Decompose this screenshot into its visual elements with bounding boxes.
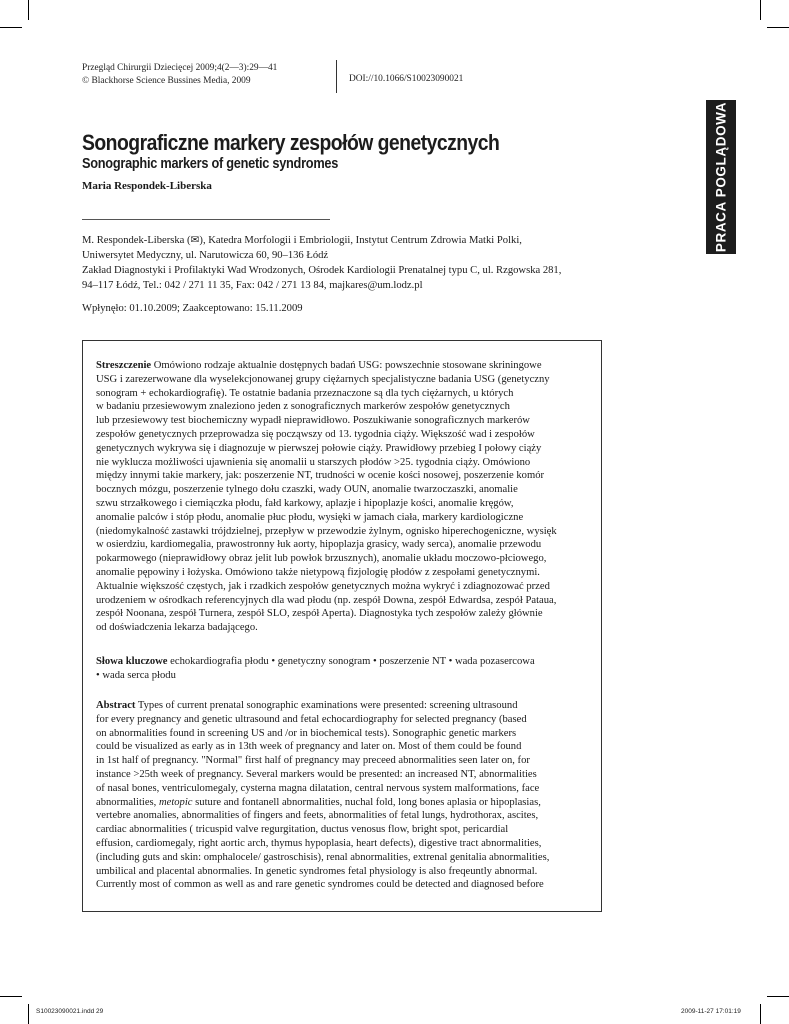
crop-mark bbox=[760, 0, 761, 20]
file-slug: S10023090021.indd 29 bbox=[36, 1008, 104, 1015]
crop-mark bbox=[767, 996, 789, 997]
keywords-label: Słowa kluczowe bbox=[96, 656, 168, 667]
abstract-pl-line: zespół Noonana, zespół Turnera, zespół SLO, zespół Aperta). Diagnostyka tych zespołów zależy głównie bbox=[96, 608, 543, 620]
affiliation bbox=[82, 233, 561, 293]
journal-line-2: © Blackhorse Science Bussines Media, 2009 bbox=[82, 75, 251, 86]
article-type-tab bbox=[706, 100, 736, 254]
abstract-en-line: (including guts and skin: omphalocele/ gastroschisis), renal abnormalities, extrenal genitalia abnormalities, bbox=[96, 851, 550, 863]
crop-mark bbox=[0, 996, 22, 997]
italic-term: metopic bbox=[158, 796, 193, 808]
abstract-en-line: Currently most of common as well as and rare genetic syndromes could be detected and diagnosed before bbox=[96, 879, 544, 891]
abstract-pl-label: Streszczenie bbox=[96, 360, 152, 371]
journal-line-1: Przegląd Chirurgii Dziecięcej 2009;4(2—3):29—41 bbox=[82, 63, 278, 73]
abstract-pl-line: lub przesiewowy test biochemiczny wypadł nieprawidłowo. Poszukiwanie sonograficznych markerów bbox=[96, 415, 530, 427]
abstract-en-line: cardiac abnormalities ( tricuspid valve regurgitation, ductus venosus flow, bright spot, pericardial bbox=[96, 824, 509, 836]
abstract-en-line: instance >25th week of pregnancy. Several markers would be presented: an increased NT, abnormalities bbox=[96, 769, 537, 780]
abstract-en-line: abnormalities, metopic suture and fontanell abnormalities, nuchal fold, long bones aplasia or hipoplasias, bbox=[96, 796, 541, 808]
abstract-pl-line: USG i zarezerwowane dla wyselekcjonowanej grupy ciężarnych specjalistyczne badania USG (genetyczny bbox=[96, 373, 550, 385]
abstract-pl-line: w osierdziu, kardiomegalia, prawostronny łuk aorty, hipoplazja grasicy, wady serca), anomalie przewodu bbox=[96, 539, 542, 551]
abstract-pl-line: nie wyklucza możliwości ujawnienia się anomalii u starszych płodów >25. tygodnia ciąży. Omówiono bbox=[96, 456, 531, 468]
abstract-en-line: of nasal bones, ventriculomegaly, cysterna magna dilatation, central nervous system malformations, face bbox=[96, 782, 540, 794]
abstract-en-line: for every pregnancy and genetic ultrasound and fetal echocardiography for selected pregnancy (based bbox=[96, 713, 527, 725]
crop-mark bbox=[767, 27, 789, 28]
affiliation-line: M. Respondek-Liberska (✉), Katedra Morfologii i Embriologii, Instytut Centrum Zdrowia Matki Polki, bbox=[82, 235, 522, 246]
received-dates: Wpłynęło: 01.10.2009; Zaakceptowano: 15.11.2009 bbox=[82, 303, 303, 314]
abstract-en-line: Abstract Types of current prenatal sonographic examinations were presented: screening ultrasound bbox=[96, 700, 518, 711]
abstract-pl-line: urodzeniem w ośrodkach referencyjnych dla wad płodu (np. zespół Downa, zespół Edwardsa, zespół Pataua, bbox=[96, 594, 557, 606]
abstract-en-line: could be visualized as early as in 13th week of pregnancy and later on. Most of them could be found bbox=[96, 741, 522, 753]
abstract-en-label: Abstract bbox=[96, 700, 136, 711]
abstract-en-line: in 1st half of pregnancy. "Normal" first half of pregnancy may preceed abnormalities seen later on, for bbox=[96, 755, 530, 767]
crop-mark bbox=[28, 0, 29, 20]
abstract-en-line: on abnormalities found in screening US and /or in biochemical tests). Sonographic genetic markers bbox=[96, 727, 517, 739]
title-polish: Sonograficzne markery zespołów genetycznych bbox=[82, 130, 500, 155]
journal-citation bbox=[82, 62, 277, 87]
abstract-pl-line: Aktualnie większość częstych, jak i rzadkich zespołów genetycznych można wykryć i zdiagnozować przed bbox=[96, 580, 550, 592]
abstract-pl-line: zespołów genetycznych przeprowadza się począwszy od 13. tygodnia ciąży. Większość wad i zespołów bbox=[96, 429, 535, 440]
author-name: Maria Respondek-Liberska bbox=[82, 180, 212, 192]
article-type-label: PRACA POGLĄDOWA bbox=[713, 101, 729, 253]
abstract-pl-line: pokarmowego (nieprawidłowy obraz jelit lub powłok brzusznych), anomalie układu moczowo-płciowego, bbox=[96, 553, 547, 565]
crop-mark bbox=[760, 1004, 761, 1024]
abstract-pl-line: (niedomykalność zastawki trójdzielnej, przepływ w przewodzie żylnym, ognisko hiperechogeniczne, wysięk bbox=[96, 525, 557, 537]
keywords-line: Słowa kluczowe echokardiografia płodu • genetyczny sonogram • poszerzenie NT • wada pozasercowa bbox=[96, 656, 535, 667]
abstract-pl-line: sonogram + echokardiografię). Te ostatnie badania przeznaczone są dla tych ciężarnych, u których bbox=[96, 387, 514, 399]
abstract-pl-line: w badaniu przesiewowym znaleziono jeden z sonograficznych markerów zespołów genetycznych bbox=[96, 401, 510, 413]
abstract-pl-line: od doświadczenia lekarza badającego. bbox=[96, 622, 258, 634]
abstract-pl-line: między innymi takie markery, jak: poszerzenie NT, trudności w ocenie kości nosowej, poszerzenie komór bbox=[96, 470, 545, 482]
crop-mark bbox=[0, 27, 22, 28]
print-timestamp: 2009-11-27 17:01:19 bbox=[681, 1008, 741, 1015]
affiliation-line: Zakład Diagnostyki i Profilaktyki Wad Wrodzonych, Ośrodek Kardiologii Prenatalnej typu C, ul. Rzgowska 281, bbox=[82, 265, 562, 276]
abstract-en-line: umbilical and placental abnormalies. In genetic syndromes fetal physiology is also freqeuntly abnormal. bbox=[96, 865, 538, 877]
abstract-en-line: effusion, cardiomegaly, right aortic arch, thymus hypoplasia, heart defects), digestive tract abnormalities, bbox=[96, 838, 542, 849]
header-divider bbox=[336, 60, 337, 93]
abstract-pl-line: anomalie palców i stóp płodu, anomalie płuc płodu, wysięki w jamach ciała, markery kardiologiczne bbox=[96, 511, 524, 523]
abstract-pl-line: szwu strzałkowego i ciemiączka płodu, fałd karkowy, aplazje i hipoplazje kości, anomalie kręgów, bbox=[96, 498, 514, 509]
abstract-pl-line: bocznych mózgu, poszerzenie tylnego dołu czaszki, wady OUN, anomalie twarzoczaszki, anomalie bbox=[96, 484, 518, 496]
abstract-pl-line: genetycznych wykrywa się i diagnozuje w pierwszej połowie ciąży. Prawidłowy przebieg I połowy ciąży bbox=[96, 442, 542, 454]
crop-mark bbox=[28, 1004, 29, 1024]
keywords-line: • wada serca płodu bbox=[96, 669, 176, 681]
affiliation-line: 94–117 Łódź, Tel.: 042 / 271 11 35, Fax: 042 / 271 13 84, majkares@um.lodz.pl bbox=[82, 280, 423, 291]
affiliation-line: Uniwersytet Medyczny, ul. Narutowicza 60, 90–136 Łódź bbox=[82, 250, 329, 261]
title-rule bbox=[82, 219, 330, 220]
abstract-en-line: vertebre anomalies, abnormalities of fingers and feets, abnormalities of fetal lungs, hydrothorax, ascites, bbox=[96, 810, 539, 822]
title-english: Sonographic markers of genetic syndromes bbox=[82, 156, 339, 172]
abstract-pl-line: Streszczenie Omówiono rodzaje aktualnie dostępnych badań USG: powszechnie stosowane skriningowe bbox=[96, 360, 542, 371]
abstract-pl-line: anomalie pępowiny i łożyska. Omówiono także nietypową fizjologię płodów z zespołami genetycznymi. bbox=[96, 567, 540, 578]
doi: DOI://10.1066/S10023090021 bbox=[349, 74, 464, 84]
